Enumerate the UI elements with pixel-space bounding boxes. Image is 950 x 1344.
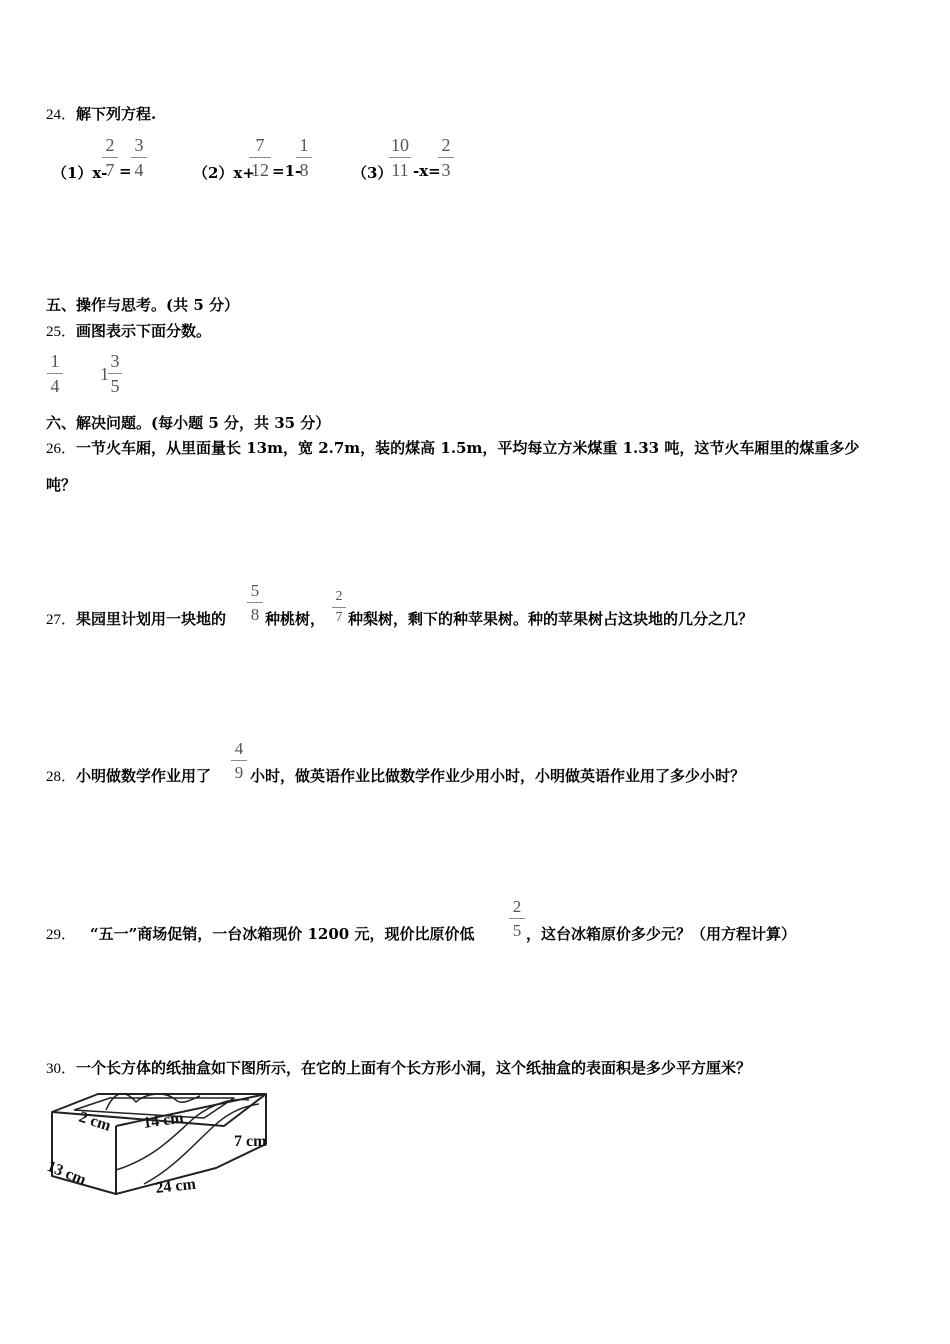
- label-width: 13 cm: [44, 1157, 89, 1189]
- tissue-box-figure: [44, 1088, 304, 1203]
- q25-mixed-fraction: 3 5: [108, 352, 122, 395]
- q25-heading: [46, 320, 211, 341]
- q25-text: 画图表示下面分数。: [76, 322, 212, 340]
- q29-text-2: ，这台冰箱原价多少元？（用方程计算）: [526, 925, 797, 943]
- section-6-heading: 六、解决问题。(每小题 5 分，共 35 分）: [46, 414, 331, 432]
- q28-number: 28．: [46, 769, 77, 785]
- eq3-minus-x: -x=: [413, 162, 441, 180]
- section-5-heading: 五、操作与思考。(共 5 分）: [46, 296, 239, 314]
- q27-text-1: 果园里计划用一块地的: [76, 610, 227, 628]
- q27-text-3: 种梨树，剩下的种苹果树。种的苹果树占这块地的几分之几？: [348, 610, 754, 628]
- q26-line-1: [46, 437, 859, 458]
- eq2-label: （2）x+: [193, 164, 255, 182]
- q29-number: 29．: [46, 927, 77, 943]
- q29-text-1: “五一”商场促销，一台冰箱现价 1200 元，现价比原价低: [90, 925, 475, 943]
- q24-heading: [46, 103, 156, 124]
- q28-text-2: 小时，做英语作业比做数学作业少用小时，小明做英语作业用了多少小时？: [250, 767, 746, 785]
- label-length: 24 cm: [154, 1175, 197, 1197]
- q27-fraction-1: 5 8: [247, 582, 263, 623]
- q30-number: 30．: [46, 1061, 77, 1077]
- eq3-label: （3）: [352, 164, 393, 182]
- q27-fraction-2: 2 7: [332, 590, 346, 625]
- label-hole-length: 14 cm: [142, 1109, 185, 1132]
- q25-mixed-whole: 1: [100, 364, 109, 384]
- eq2-fraction-1: 7 12: [251, 135, 269, 180]
- q28-heading: [46, 765, 211, 786]
- q28-text-1: 小明做数学作业用了: [76, 767, 212, 785]
- q26-text: 一节火车厢，从里面量长 13m，宽 2.7m，装的煤高 1.5m，平均每立方米煤重 1.33 吨，这节火车厢里的煤重多少: [76, 439, 860, 457]
- q24-number: 24．: [46, 107, 77, 123]
- eq1-fraction-2: 3 4: [131, 136, 147, 179]
- label-hole-width: 2 cm: [76, 1108, 113, 1135]
- q27-heading: [46, 608, 226, 629]
- tissue-paper: [106, 1094, 200, 1110]
- q24-title: 解下列方程.: [76, 105, 157, 123]
- q26-number: 26．: [46, 441, 77, 457]
- eq1-fraction-1: 2 7: [102, 136, 118, 179]
- eq2-fraction-2: 1 8: [296, 136, 312, 179]
- q27-number: 27．: [46, 612, 77, 628]
- q27-text-2: 种桃树，: [265, 610, 326, 628]
- eq2-equals: =1-: [272, 162, 302, 180]
- box-side-curve: [116, 1100, 249, 1170]
- eq1-label: （1）x-: [52, 164, 108, 182]
- q25-fraction-1: 1 4: [47, 352, 63, 395]
- q25-number: 25．: [46, 324, 77, 340]
- q29-heading: [46, 923, 474, 944]
- q29-fraction: 2 5: [509, 898, 525, 939]
- eq3-fraction-2: 2 3: [438, 136, 454, 179]
- q30-heading: [46, 1057, 751, 1078]
- q26-line-2: 吨？: [46, 476, 77, 494]
- eq3-fraction-1: 10 11: [391, 135, 409, 180]
- label-height: 7 cm: [234, 1133, 267, 1150]
- q30-text: 一个长方体的纸抽盒如下图所示，在它的上面有个长方形小洞，这个纸抽盒的表面积是多少平方厘米？: [76, 1059, 752, 1077]
- q28-fraction: 4 9: [231, 740, 247, 781]
- eq1-equals: =: [119, 162, 132, 180]
